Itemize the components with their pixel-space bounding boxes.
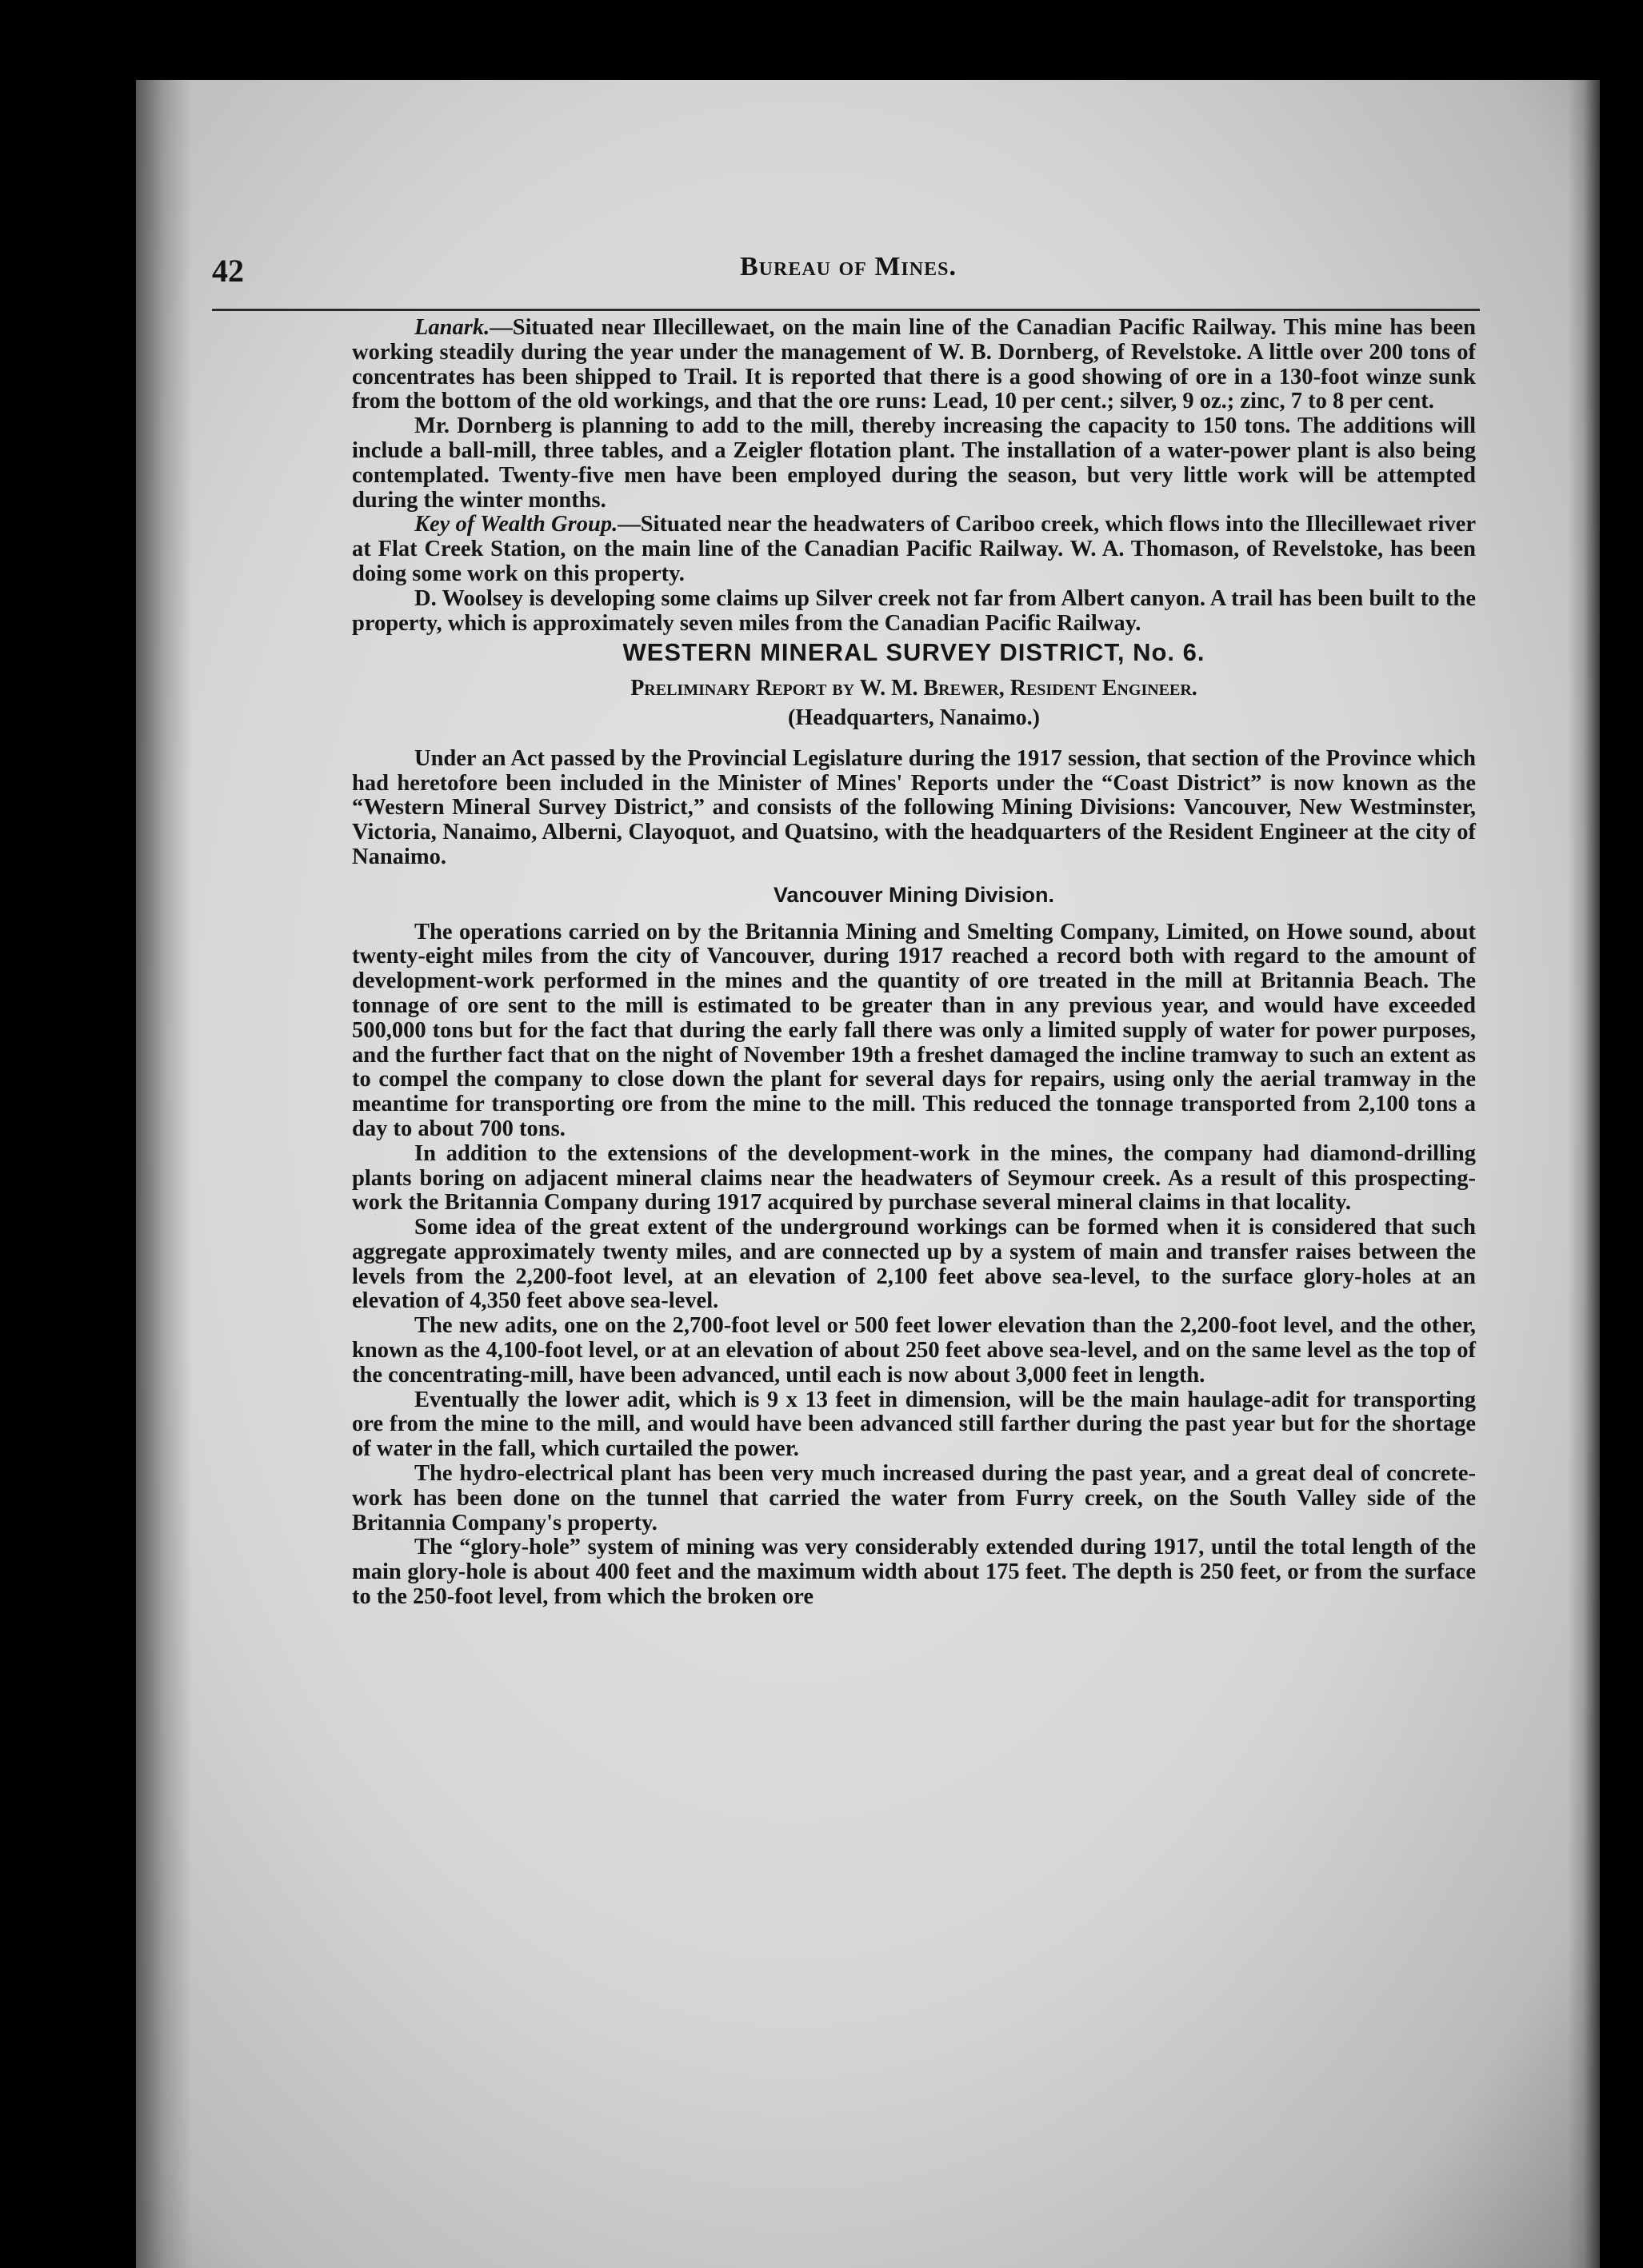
page-body (352, 316, 1476, 1610)
paragraph-key-of-wealth (352, 513, 1476, 586)
report-byline: Preliminary Report by W. M. Brewer, Resident Engineer. (630, 676, 1197, 701)
paragraph-text: Some idea of the great extent of the underground workings can be formed when it is considered that such aggregate approximately twenty miles, and are connected up by a system of main and transfer raises between the levels from the 2,200-foot level, at an elevation of 2,100 feet above sea-level, to the surface glory-holes at an elevation of 4,350 feet above sea-level. (352, 1215, 1476, 1314)
section-heading-western-district: WESTERN MINERAL SURVEY DISTRICT, No. 6. (622, 638, 1205, 667)
paragraph-text: Under an Act passed by the Provincial Legislature during the 1917 session, that section of the Province which had heretofore been included in the Minister of Mines' Reports under the “Coast District” is now known as the “Western Mineral Survey District,” and consists of the following Mining Divisions: Vancouver, New Westminster, Victoria, Nanaimo, Alberni, Clayoquot, and Quatsino, with the headquarters of the Resident Engineer at the city of Nanaimo. (352, 745, 1476, 869)
paragraph-text: Mr. Dornberg is planning to add to the mill, thereby increasing the capacity to 150 tons. The additions will include a ball-mill, three tables, and a Zeigler flotation plant. The installation of a water-power plant is also being contemplated. Twenty-five men have been employed during the season, but very little work will be attempted during the winter months. (352, 413, 1476, 513)
paragraph-glory-hole (352, 1535, 1476, 1609)
page-header (212, 244, 1444, 292)
paragraph-text: The hydro-electrical plant has been very much increased during the past year, and a great deal of concrete-work has been done on the tunnel that carried the water from Furry creek, on the South Valley side of the Britannia Company's property. (352, 1461, 1476, 1535)
paragraph-new-adits (352, 1314, 1476, 1388)
running-title: Bureau of Mines. (740, 252, 957, 282)
page-number: 42 (212, 253, 244, 289)
paragraph-text: The “glory-hole” system of mining was very considerably extended during 1917, until the total length of the main glory-hole is about 400 feet and the maximum width about 175 feet. The depth is 250 feet, or from the surface to the 250-foot level, from which the broken ore (352, 1535, 1476, 1610)
paragraph-dornberg (352, 414, 1476, 513)
paragraph-text: The new adits, one on the 2,700-foot level or 500 feet lower elevation than the 2,200-foot level, and the other, known as the 4,100-foot level, or at an elevation of about 250 feet above sea-level, and on the same level as the top of the concentrating-mill, have been advanced, until each is now about 3,000 feet in length. (352, 1313, 1476, 1388)
paragraph-britannia-operations (352, 920, 1476, 1142)
paragraph-text: Eventually the lower adit, which is 9 x 13 feet in dimension, will be the main haulage-adit for transporting ore from the mine to the mill, and would have been advanced still farther during the past year but for the shortage of water in the fall, which curtailed the power. (352, 1387, 1476, 1462)
paragraph-diamond-drilling (352, 1142, 1476, 1216)
run-in-key-of-wealth: Key of Wealth Group. (414, 512, 618, 537)
paragraph-text: —Situated near Illecillewaet, on the main line of the Canadian Pacific Railway. This mine has been working steadily during the year under the management of W. B. Dornberg, of Revelstoke. A little over 200 tons of concentrates has been shipped to Trail. It is reported that there is a good showing of ore in a 130-foot winze sunk from the bottom of the old workings, and that the ore runs: Lead, 10 per cent.; silver, 9 oz.; zinc, 7 to 8 per cent. (352, 315, 1476, 414)
section-heading-vancouver-division: Vancouver Mining Division. (773, 882, 1055, 907)
paragraph-hydro-plant (352, 1462, 1476, 1535)
paragraph-intro (352, 747, 1476, 870)
headquarters-note: (Headquarters, Nanaimo.) (788, 705, 1040, 730)
paragraph-underground-workings (352, 1216, 1476, 1314)
paragraph-woolsey (352, 587, 1476, 637)
paragraph-text: —Situated near the headwaters of Cariboo creek, which flows into the Illecillewaet river at Flat Creek Station, on the main line of the Canadian Pacific Railway. W. A. Thomason, of Revelstoke, has been doing some work on this property. (352, 512, 1476, 586)
paragraph-lower-adit (352, 1388, 1476, 1462)
header-rule (212, 309, 1480, 311)
paragraph-text: The operations carried on by the Britannia Mining and Smelting Company, Limited, on Howe sound, about twenty-eight miles from the city of Vancouver, during 1917 reached a record both with regard to the amount of development-work performed in the mines and the quantity of ore treated in the mill at Britannia Beach. The tonnage of ore sent to the mill is estimated to be greater than in any previous year, and would have exceeded 500,000 tons but for the fact that during the early fall there was only a limited supply of water for power purposes, and the further fact that on the night of November 19th a freshet damaged the incline tramway to such an extent as to compel the company to close down the plant for several days for repairs, using only the aerial tramway in the meantime for transporting ore from the mine to the mill. This reduced the tonnage transported from 2,100 tons a day to about 700 tons. (352, 919, 1476, 1141)
paragraph-text: D. Woolsey is developing some claims up Silver creek not far from Albert canyon. A trail has been built to the property, which is approximately seven miles from the Canadian Pacific Railway. (352, 585, 1476, 636)
paragraph-lanark (352, 316, 1476, 414)
paragraph-text: In addition to the extensions of the development-work in the mines, the company had diamond-drilling plants boring on adjacent mineral claims near the headwaters of Seymour creek. As a result of this prospecting-work the Britannia Company during 1917 acquired by purchase several mineral claims in that locality. (352, 1140, 1476, 1216)
run-in-lanark: Lanark. (414, 315, 490, 340)
